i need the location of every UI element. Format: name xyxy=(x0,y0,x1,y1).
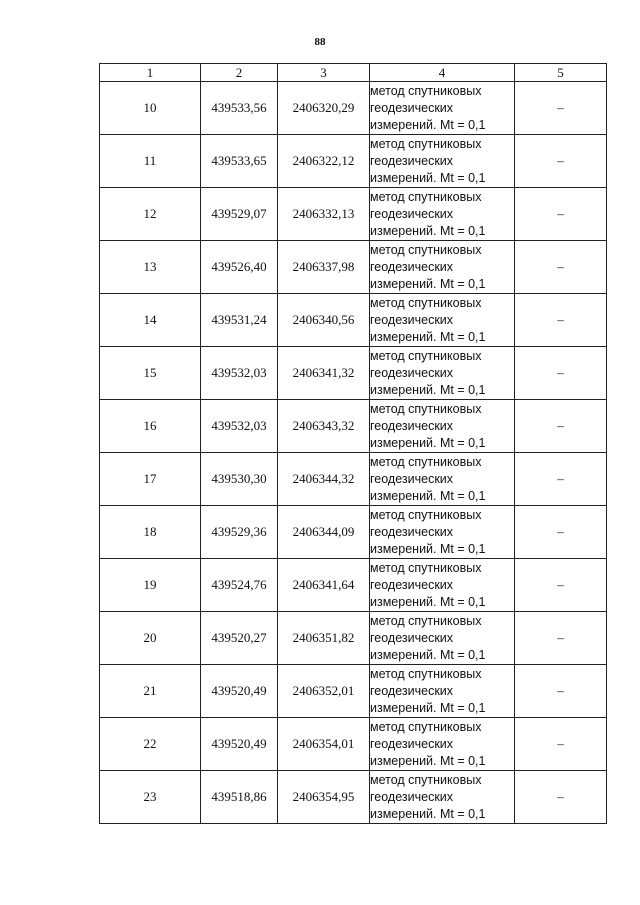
column-header-1: 1 xyxy=(100,64,201,82)
method-line-1: метод спутниковых xyxy=(370,242,482,257)
x-coordinate-cell: 439529,07 xyxy=(201,188,278,241)
method-cell xyxy=(370,612,515,665)
column-header-4: 4 xyxy=(370,64,515,82)
method-line-1: метод спутниковых xyxy=(370,560,482,575)
point-number-cell: 22 xyxy=(100,718,201,771)
method-cell xyxy=(370,188,515,241)
y-coordinate-cell: 2406344,32 xyxy=(278,453,370,506)
y-coordinate-cell: 2406320,29 xyxy=(278,82,370,135)
x-coordinate-cell: 439531,24 xyxy=(201,294,278,347)
point-number-cell: 18 xyxy=(100,506,201,559)
point-number-cell: 17 xyxy=(100,453,201,506)
method-line-1: метод спутниковых xyxy=(370,83,482,98)
method-line-2: геодезических xyxy=(370,312,454,327)
method-line-1: метод спутниковых xyxy=(370,719,482,734)
method-line-1: метод спутниковых xyxy=(370,189,482,204)
column-5-cell: – xyxy=(515,188,607,241)
coordinates-table xyxy=(99,63,607,824)
method-line-2: геодезических xyxy=(370,630,454,645)
x-coordinate-cell: 439518,86 xyxy=(201,771,278,824)
y-coordinate-cell: 2406343,32 xyxy=(278,400,370,453)
point-number-cell: 16 xyxy=(100,400,201,453)
x-coordinate-cell: 439533,56 xyxy=(201,82,278,135)
method-line-2: геодезических xyxy=(370,736,454,751)
x-coordinate-cell: 439520,49 xyxy=(201,718,278,771)
point-number-cell: 19 xyxy=(100,559,201,612)
method-line-2: геодезических xyxy=(370,259,454,274)
point-number-cell: 20 xyxy=(100,612,201,665)
method-line-2: геодезических xyxy=(370,418,454,433)
method-cell xyxy=(370,241,515,294)
column-5-cell: – xyxy=(515,718,607,771)
point-number-cell: 11 xyxy=(100,135,201,188)
column-5-cell: – xyxy=(515,135,607,188)
x-coordinate-cell: 439529,36 xyxy=(201,506,278,559)
table-row xyxy=(100,453,607,506)
table-row xyxy=(100,241,607,294)
method-line-2: геодезических xyxy=(370,577,454,592)
column-5-cell: – xyxy=(515,347,607,400)
column-5-cell: – xyxy=(515,612,607,665)
method-line-1: метод спутниковых xyxy=(370,772,482,787)
method-line-3: измерений. Mt = 0,1 xyxy=(370,806,486,821)
column-header-5: 5 xyxy=(515,64,607,82)
method-cell xyxy=(370,347,515,400)
y-coordinate-cell: 2406341,32 xyxy=(278,347,370,400)
column-header-2: 2 xyxy=(201,64,278,82)
method-cell xyxy=(370,82,515,135)
table-row xyxy=(100,612,607,665)
method-line-2: геодезических xyxy=(370,683,454,698)
y-coordinate-cell: 2406332,13 xyxy=(278,188,370,241)
y-coordinate-cell: 2406354,95 xyxy=(278,771,370,824)
column-5-cell: – xyxy=(515,665,607,718)
x-coordinate-cell: 439520,49 xyxy=(201,665,278,718)
method-line-1: метод спутниковых xyxy=(370,295,482,310)
method-cell xyxy=(370,135,515,188)
method-line-3: измерений. Mt = 0,1 xyxy=(370,700,486,715)
method-cell xyxy=(370,718,515,771)
table-row xyxy=(100,559,607,612)
method-line-1: метод спутниковых xyxy=(370,401,482,416)
method-line-3: измерений. Mt = 0,1 xyxy=(370,170,486,185)
table-row xyxy=(100,771,607,824)
method-line-3: измерений. Mt = 0,1 xyxy=(370,382,486,397)
method-cell xyxy=(370,294,515,347)
y-coordinate-cell: 2406354,01 xyxy=(278,718,370,771)
method-line-2: геодезических xyxy=(370,524,454,539)
method-line-3: измерений. Mt = 0,1 xyxy=(370,329,486,344)
method-line-1: метод спутниковых xyxy=(370,348,482,363)
x-coordinate-cell: 439526,40 xyxy=(201,241,278,294)
column-header-3: 3 xyxy=(278,64,370,82)
method-cell xyxy=(370,771,515,824)
x-coordinate-cell: 439533,65 xyxy=(201,135,278,188)
point-number-cell: 15 xyxy=(100,347,201,400)
point-number-cell: 23 xyxy=(100,771,201,824)
point-number-cell: 10 xyxy=(100,82,201,135)
x-coordinate-cell: 439524,76 xyxy=(201,559,278,612)
x-coordinate-cell: 439532,03 xyxy=(201,347,278,400)
method-cell xyxy=(370,559,515,612)
method-line-3: измерений. Mt = 0,1 xyxy=(370,117,486,132)
column-5-cell: – xyxy=(515,453,607,506)
column-5-cell: – xyxy=(515,294,607,347)
method-line-1: метод спутниковых xyxy=(370,136,482,151)
method-line-1: метод спутниковых xyxy=(370,666,482,681)
y-coordinate-cell: 2406322,12 xyxy=(278,135,370,188)
method-line-1: метод спутниковых xyxy=(370,454,482,469)
table-row xyxy=(100,135,607,188)
column-5-cell: – xyxy=(515,771,607,824)
x-coordinate-cell: 439520,27 xyxy=(201,612,278,665)
method-line-3: измерений. Mt = 0,1 xyxy=(370,223,486,238)
method-line-2: геодезических xyxy=(370,206,454,221)
table-row xyxy=(100,188,607,241)
point-number-cell: 21 xyxy=(100,665,201,718)
column-5-cell: – xyxy=(515,241,607,294)
method-line-3: измерений. Mt = 0,1 xyxy=(370,435,486,450)
table-row xyxy=(100,665,607,718)
point-number-cell: 13 xyxy=(100,241,201,294)
method-line-2: геодезических xyxy=(370,100,454,115)
x-coordinate-cell: 439530,30 xyxy=(201,453,278,506)
y-coordinate-cell: 2406351,82 xyxy=(278,612,370,665)
method-line-3: измерений. Mt = 0,1 xyxy=(370,488,486,503)
method-line-1: метод спутниковых xyxy=(370,507,482,522)
method-line-3: измерений. Mt = 0,1 xyxy=(370,541,486,556)
y-coordinate-cell: 2406337,98 xyxy=(278,241,370,294)
point-number-cell: 14 xyxy=(100,294,201,347)
table-row xyxy=(100,347,607,400)
method-cell xyxy=(370,506,515,559)
method-line-2: геодезических xyxy=(370,365,454,380)
method-line-3: измерений. Mt = 0,1 xyxy=(370,276,486,291)
method-line-2: геодезических xyxy=(370,789,454,804)
method-line-3: измерений. Mt = 0,1 xyxy=(370,594,486,609)
column-5-cell: – xyxy=(515,400,607,453)
method-cell xyxy=(370,665,515,718)
method-line-2: геодезических xyxy=(370,471,454,486)
table-header-row xyxy=(100,64,607,82)
table-row xyxy=(100,82,607,135)
column-5-cell: – xyxy=(515,506,607,559)
method-line-3: измерений. Mt = 0,1 xyxy=(370,753,486,768)
table-row xyxy=(100,506,607,559)
column-5-cell: – xyxy=(515,559,607,612)
method-cell xyxy=(370,453,515,506)
method-cell xyxy=(370,400,515,453)
y-coordinate-cell: 2406344,09 xyxy=(278,506,370,559)
x-coordinate-cell: 439532,03 xyxy=(201,400,278,453)
method-line-1: метод спутниковых xyxy=(370,613,482,628)
table-row xyxy=(100,718,607,771)
table-body xyxy=(100,82,607,824)
method-line-2: геодезических xyxy=(370,153,454,168)
method-line-3: измерений. Mt = 0,1 xyxy=(370,647,486,662)
page-number: 88 xyxy=(314,36,326,48)
point-number-cell: 12 xyxy=(100,188,201,241)
table-row xyxy=(100,400,607,453)
y-coordinate-cell: 2406352,01 xyxy=(278,665,370,718)
y-coordinate-cell: 2406341,64 xyxy=(278,559,370,612)
column-5-cell: – xyxy=(515,82,607,135)
table-row xyxy=(100,294,607,347)
y-coordinate-cell: 2406340,56 xyxy=(278,294,370,347)
